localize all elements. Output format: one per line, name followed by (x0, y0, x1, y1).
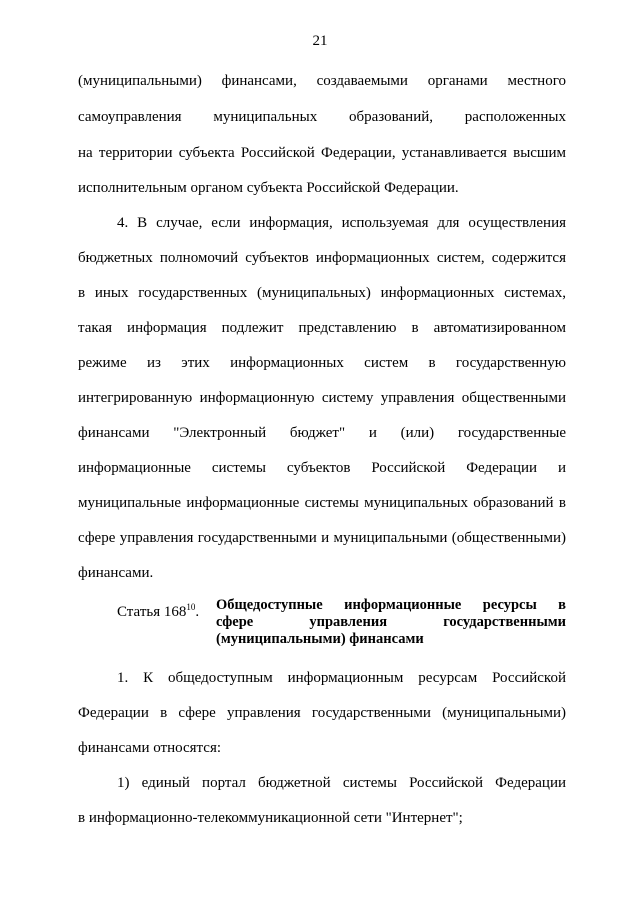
text-line: бюджетных полномочий субъектов информационных систем, содержится (78, 250, 566, 266)
article-label-text: Статья 168 (117, 604, 187, 620)
article-title-line: (муниципальными) финансами (216, 631, 424, 647)
text-line: финансами "Электронный бюджет" и (или) государственные (78, 425, 566, 441)
text-line: в информационно-телекоммуникационной сети "Интернет"; (78, 810, 463, 826)
text-line: финансами относятся: (78, 740, 222, 756)
text-line: такая информация подлежит представлению в автоматизированном (78, 320, 566, 336)
article-superscript: 10 (186, 602, 196, 612)
text-line: интегрированную информационную систему управления общественными (78, 390, 566, 406)
article-label (117, 598, 199, 621)
text-line: 1) единый портал бюджетной системы Российской Федерации (117, 775, 566, 791)
text-line: муниципальные информационные системы муниципальных образований в (78, 495, 566, 511)
text-line: сфере управления государственными и муниципальными (общественными) (78, 530, 566, 546)
text-line: финансами. (78, 565, 154, 581)
article-title-line: сфере управления государственными (216, 614, 566, 630)
text-line: 4. В случае, если информация, используемая для осуществления (117, 215, 566, 231)
text-line: Федерации в сфере управления государственными (муниципальными) (78, 705, 566, 721)
text-line: (муниципальными) финансами, создаваемыми органами местного (78, 73, 566, 89)
text-line: режиме из этих информационных систем в государственную (78, 355, 566, 371)
text-line: на территории субъекта Российской Федерации, устанавливается высшим (78, 145, 566, 161)
text-line: в иных государственных (муниципальных) информационных системах, (78, 285, 566, 301)
article-label-suffix: . (195, 604, 200, 620)
text-line: самоуправления муниципальных образований, расположенных (78, 109, 566, 125)
article-title-line: Общедоступные информационные ресурсы в (216, 597, 566, 613)
text-line: 1. К общедоступным информационным ресурсам Российской (117, 670, 566, 686)
text-line: исполнительным органом субъекта Российской Федерации. (78, 180, 459, 196)
page-number: 21 (312, 33, 328, 49)
text-line: информационные системы субъектов Российской Федерации и (78, 460, 566, 476)
